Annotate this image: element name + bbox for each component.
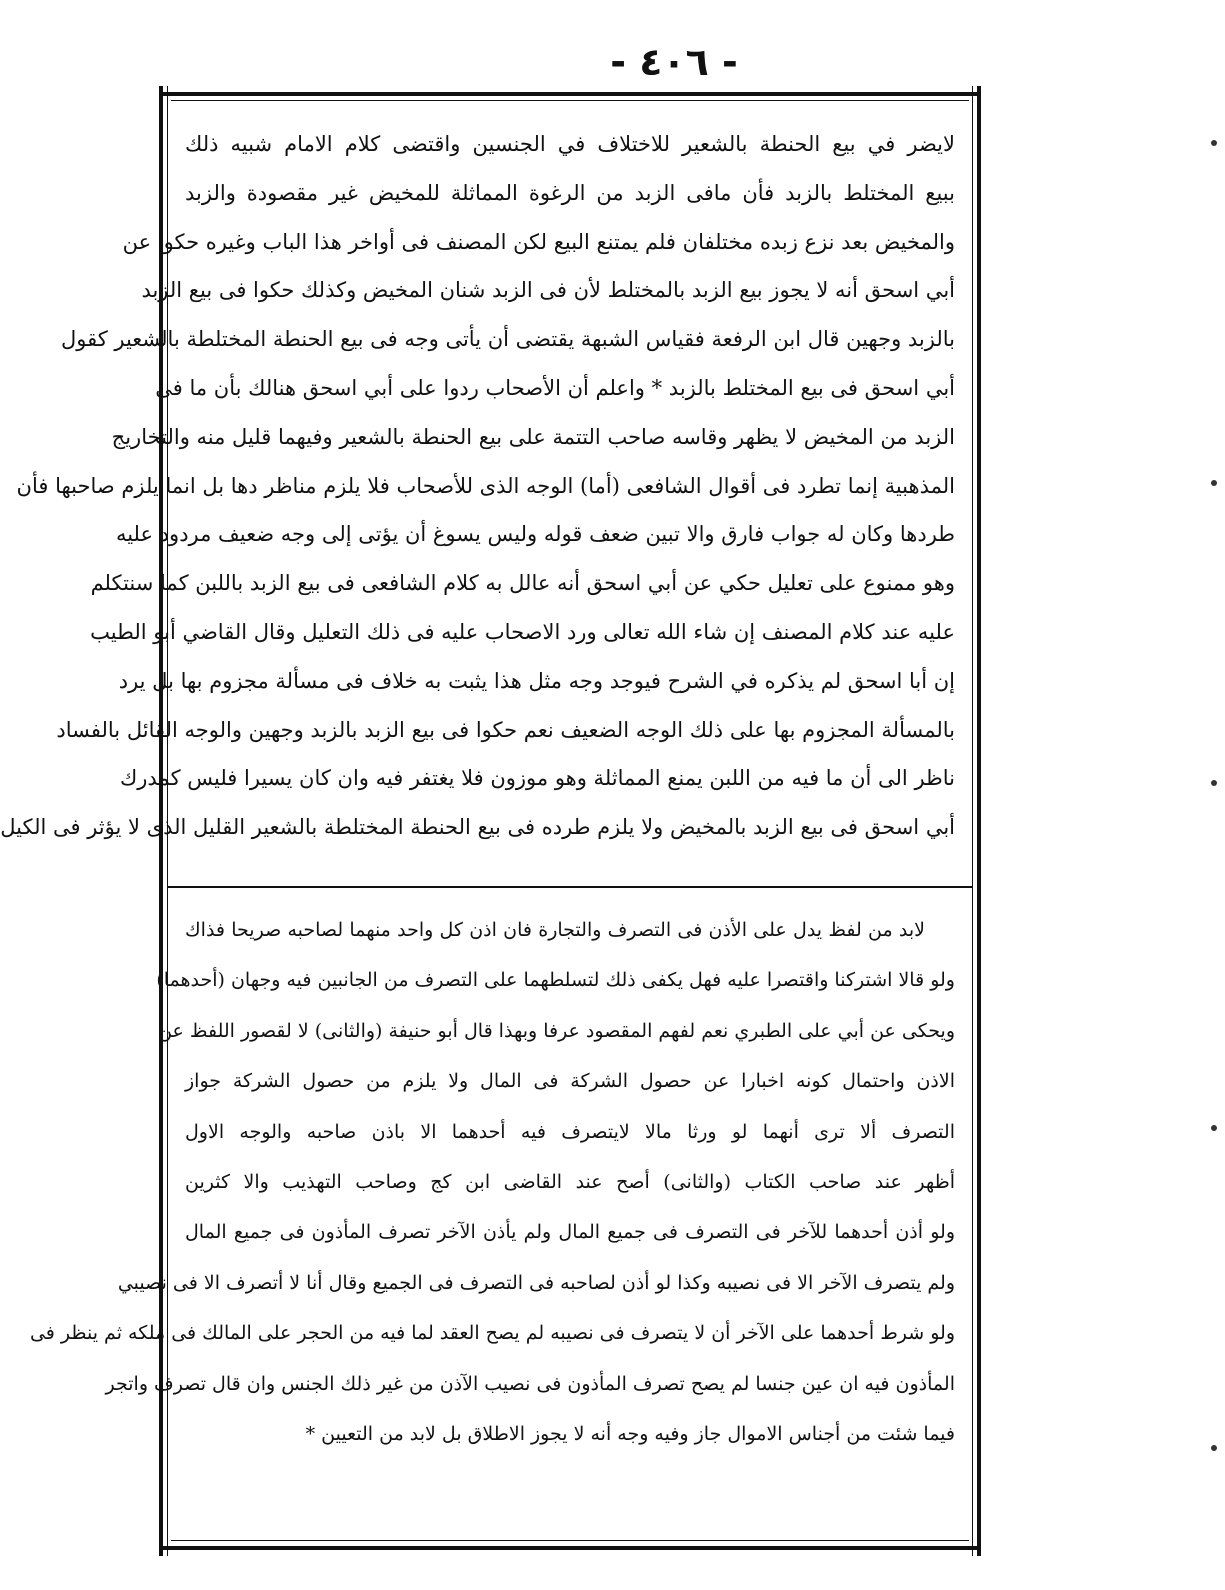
main-line: إن أبا اسحق لم يذكره في الشرح فيوجد وجه مثل هذا يثبت به خلاف فى مسألة مجزوم بها بل يرد	[118, 668, 955, 693]
bottom-rule	[163, 1546, 977, 1550]
main-line: ناظر الى أن ما فيه من اللبن يمنع المماثلة وهو موزون فلا يغتفر فيه وان كان يسيرا فليس كمدرك	[119, 766, 955, 791]
margin-dot	[1211, 780, 1217, 786]
page-number: - ٤٠٦ -	[610, 40, 738, 84]
footnote-line: ولم يتصرف الآخر الا فى نصيبه وكذا لو أذن لصاحبه فى التصرف فى الجميع وقال أنا لا أتصرف الا فى نصيبي	[117, 1271, 955, 1294]
bottom-rule-inner	[171, 1540, 969, 1541]
top-rule-inner	[171, 100, 969, 101]
main-line: طردها وكان له جواب فارق والا تبين ضعف قوله وليس يسوغ أن يؤتى إلى وجه ضعيف مردود عليه	[115, 522, 955, 547]
main-line: المذهبية إنما تطرد فى أقوال الشافعى (أما) الوجه الذى للأصحاب فلا يلزم مناظر دها بل انما يلزم صاحبها فأن	[16, 473, 955, 498]
separator-rule	[167, 886, 973, 888]
main-line: وهو ممنوع على تعليل حكي عن أبي اسحق أنه عالل به كلام الشافعى فى بيع الزبد باللبن كما سنتكلم	[90, 571, 955, 596]
margin-dot	[1211, 1125, 1217, 1131]
main-line: والمخيض بعد نزع زبده مختلفان فلم يمتنع البيع لكن المصنف فى أواخر هذا الباب وغيره حكوا عن	[122, 229, 955, 254]
margin-dot	[1211, 480, 1217, 486]
main-line: أبي اسحق فى بيع المختلط بالزبد * واعلم أن الأصحاب ردوا على أبي اسحق هنالك بأن ما فى	[155, 375, 955, 400]
main-line: أبي اسحق أنه لا يجوز بيع الزبد بالمختلط لأن فى الزبد شنان المخيض وكذلك حكوا فى بيع الزبد	[141, 278, 955, 303]
main-line: أبي اسحق فى بيع الزبد بالمخيض ولا يلزم طرده فى بيع الحنطة المختلطة بالشعير القليل الذى لا يؤثر فى الكيل	[0, 815, 955, 840]
main-line: عليه عند كلام المصنف إن شاء الله تعالى ورد الاصحاب عليه فى ذلك التعليل وقال القاضي أبو الطيب	[90, 619, 955, 644]
margin-dot	[1211, 1445, 1217, 1451]
main-line: ببيع المختلط بالزبد فأن مافى الزبد من الرغوة المماثلة للمخيض غير مقصودة والزبد	[185, 180, 955, 205]
footnote-line: الاذن واحتمال كونه اخبارا عن حصول الشركة فى المال ولا يلزم من حصول الشركة جواز	[185, 1070, 955, 1093]
main-line: بالمسألة المجزوم بها على ذلك الوجه الضعيف نعم حكوا فى بيع الزبد بالزبد وجهين والوجه القائل بالفساد	[56, 717, 955, 742]
footnote-line: التصرف ألا ترى أنهما لو ورثا مالا لايتصرف فيه أحدهما الا باذن صاحبه والوجه الاول	[185, 1120, 955, 1143]
main-line: لايضر في بيع الحنطة بالشعير للاختلاف في الجنسين واقتضى كلام الامام شبيه ذلك	[185, 132, 955, 156]
main-line: الزبد من المخيض لا يظهر وقاسه صاحب التتمة على بيع الحنطة بالشعير وفيهما قليل منه والتخاريج	[111, 424, 955, 449]
footnote-line: ولو شرط أحدهما على الآخر أن لا يتصرف فى نصيبه لم يصح العقد لما فيه من الحجر على المالك فى ملكه ثم ينظر فى	[29, 1322, 955, 1345]
top-rule	[163, 92, 977, 96]
footnote-line: ولو قالا اشتركنا واقتصرا عليه فهل يكفى ذلك لتسلطهما على التصرف من الجانبين فيه وجهان (أحدهما)	[156, 969, 955, 992]
main-line: بالزبد وجهين قال ابن الرفعة فقياس الشبهة يقتضى أن يأتى وجه فى بيع الحنطة المختلطة بالشعير كقول	[60, 327, 955, 352]
main-text-block	[0, 120, 955, 852]
margin-dot	[1211, 140, 1217, 146]
footnote-line: أظهر عند صاحب الكتاب (والثانى) أصح عند القاضى ابن كج وصاحب التهذيب والا كثرين	[185, 1170, 955, 1193]
footnote-line: ويحكى عن أبي على الطبري نعم لفهم المقصود عرفا وبهذا قال أبو حنيفة (والثانى) لا لقصور اللفظ عن	[158, 1019, 955, 1042]
footnote-line: المأذون فيه ان عين جنسا لم يصح تصرف المأذون فى نصيب الآذن من غير ذلك الجنس وان قال تصرف واتجر	[105, 1372, 955, 1395]
footnote-text-block	[29, 905, 955, 1459]
footnote-line: ولو أذن أحدهما للآخر فى التصرف فى جميع المال ولم يأذن الآخر تصرف المأذون فى جميع المال	[185, 1221, 955, 1244]
footnote-line: لابد من لفظ يدل على الأذن فى التصرف والتجارة فان اذن كل واحد منهما لصاحبه صريحا فذاك	[185, 919, 925, 941]
footnote-line: فيما شئت من أجناس الاموال جاز وفيه وجه أنه لا يجوز الاطلاق بل لابد من التعيين *	[305, 1422, 955, 1445]
